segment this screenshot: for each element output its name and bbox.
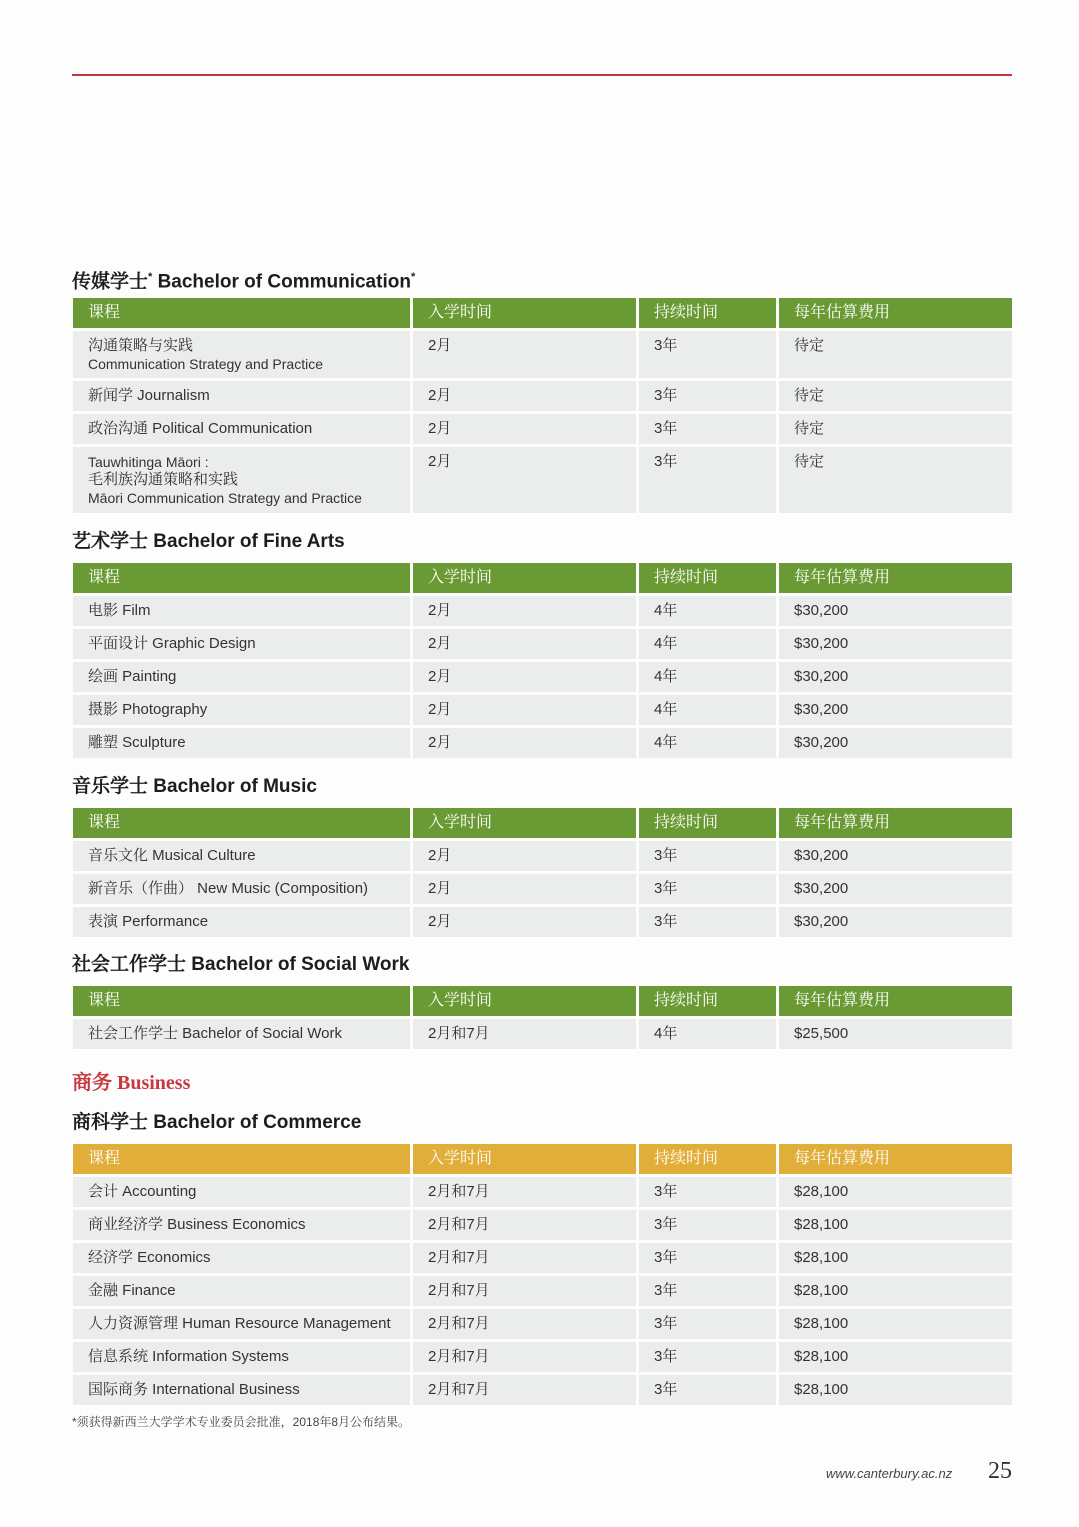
duration-cell: 3年	[639, 1276, 776, 1306]
course-name-en: Communication Strategy and Practice	[88, 356, 323, 372]
section-music	[72, 772, 1012, 802]
intake-cell: 2月和7月	[413, 1342, 636, 1372]
table-row	[73, 1309, 1012, 1339]
section-communication	[72, 262, 1012, 292]
intake-cell: 2月	[413, 447, 636, 513]
intake-cell: 2月	[413, 414, 636, 444]
table-row	[73, 841, 1012, 871]
course-cell: 国际商务 International Business	[73, 1375, 410, 1405]
header-fee: 每年估算费用	[779, 298, 1012, 328]
table-row	[73, 447, 1012, 513]
fee-cell: $28,100	[779, 1375, 1012, 1405]
course-cell: 人力资源管理 Human Resource Management	[73, 1309, 410, 1339]
table-row	[73, 1019, 1012, 1049]
intake-cell: 2月	[413, 841, 636, 871]
header-intake: 入学时间	[413, 298, 636, 328]
fee-cell: 待定	[779, 447, 1012, 513]
header-course: 课程	[73, 986, 410, 1016]
fee-cell: $30,200	[779, 874, 1012, 904]
duration-cell: 4年	[639, 629, 776, 659]
duration-cell: 3年	[639, 1342, 776, 1372]
course-cell: 金融 Finance	[73, 1276, 410, 1306]
table-row	[73, 1276, 1012, 1306]
section-social-work	[72, 950, 1012, 980]
fee-cell: $30,200	[779, 907, 1012, 937]
intake-cell: 2月和7月	[413, 1276, 636, 1306]
duration-cell: 3年	[639, 1309, 776, 1339]
header-course: 课程	[73, 298, 410, 328]
intake-cell: 2月和7月	[413, 1375, 636, 1405]
fee-cell: $28,100	[779, 1342, 1012, 1372]
course-cell: 新音乐（作曲） New Music (Composition)	[73, 874, 410, 904]
fee-cell: 待定	[779, 381, 1012, 411]
header-fee: 每年估算费用	[779, 563, 1012, 593]
intake-cell: 2月和7月	[413, 1210, 636, 1240]
table-commerce	[73, 1144, 1012, 1405]
header-course: 课程	[73, 563, 410, 593]
table-row	[73, 662, 1012, 692]
table-row	[73, 596, 1012, 626]
top-divider	[72, 74, 1012, 76]
course-cell: 商业经济学 Business Economics	[73, 1210, 410, 1240]
table-row	[73, 695, 1012, 725]
course-cell: 会计 Accounting	[73, 1177, 410, 1207]
header-course: 课程	[73, 808, 410, 838]
section-commerce	[72, 1108, 1012, 1138]
intake-cell: 2月	[413, 907, 636, 937]
table-header	[73, 563, 1012, 593]
course-cell: 社会工作学士 Bachelor of Social Work	[73, 1019, 410, 1049]
section-title-communication: 传媒学士* Bachelor of Communication*	[72, 271, 416, 293]
intake-cell: 2月	[413, 662, 636, 692]
table-music	[73, 808, 1012, 937]
course-cell: 政治沟通 Political Communication	[73, 414, 410, 444]
table-row	[73, 1243, 1012, 1273]
section-title-social-work: 社会工作学士 Bachelor of Social Work	[72, 954, 410, 975]
course-cell: 平面设计 Graphic Design	[73, 629, 410, 659]
duration-cell: 4年	[639, 662, 776, 692]
fee-cell: $28,100	[779, 1243, 1012, 1273]
duration-cell: 3年	[639, 414, 776, 444]
table-header	[73, 808, 1012, 838]
header-fee: 每年估算费用	[779, 1144, 1012, 1174]
intake-cell: 2月	[413, 695, 636, 725]
course-name-cn: 沟通策略与实践	[88, 337, 194, 354]
table-row	[73, 381, 1012, 411]
course-cell: 信息系统 Information Systems	[73, 1342, 410, 1372]
duration-cell: 3年	[639, 841, 776, 871]
intake-cell: 2月和7月	[413, 1309, 636, 1339]
header-duration: 持续时间	[639, 298, 776, 328]
duration-cell: 3年	[639, 447, 776, 513]
course-cell: 经济学 Economics	[73, 1243, 410, 1273]
header-duration: 持续时间	[639, 808, 776, 838]
fee-cell: $30,200	[779, 629, 1012, 659]
duration-cell: 3年	[639, 1375, 776, 1405]
fee-cell: $28,100	[779, 1276, 1012, 1306]
header-fee: 每年估算费用	[779, 986, 1012, 1016]
page-number: 25	[988, 1458, 1012, 1484]
table-row	[73, 331, 1012, 378]
intake-cell: 2月	[413, 596, 636, 626]
fee-cell: $28,100	[779, 1177, 1012, 1207]
fee-cell: $25,500	[779, 1019, 1012, 1049]
header-intake: 入学时间	[413, 986, 636, 1016]
header-intake: 入学时间	[413, 563, 636, 593]
duration-cell: 4年	[639, 728, 776, 758]
table-fine-arts	[73, 563, 1012, 758]
fee-cell: 待定	[779, 414, 1012, 444]
duration-cell: 4年	[639, 596, 776, 626]
duration-cell: 3年	[639, 874, 776, 904]
table-row	[73, 1342, 1012, 1372]
intake-cell: 2月	[413, 381, 636, 411]
fee-cell: 待定	[779, 331, 1012, 378]
course-name-en: Māori Communication Strategy and Practice	[88, 490, 362, 506]
course-cell: 音乐文化 Musical Culture	[73, 841, 410, 871]
intake-cell: 2月和7月	[413, 1177, 636, 1207]
table-row	[73, 629, 1012, 659]
duration-cell: 3年	[639, 907, 776, 937]
course-name-cn: 毛利族沟通策略和实践	[88, 471, 239, 488]
intake-cell: 2月和7月	[413, 1243, 636, 1273]
intake-cell: 2月	[413, 331, 636, 378]
duration-cell: 3年	[639, 1210, 776, 1240]
course-name-maori: Tauwhitinga Māori :	[88, 454, 209, 470]
table-row	[73, 414, 1012, 444]
table-communication	[73, 298, 1012, 513]
table-row	[73, 874, 1012, 904]
section-title-fine-arts: 艺术学士 Bachelor of Fine Arts	[72, 531, 345, 552]
fee-cell: $30,200	[779, 841, 1012, 871]
duration-cell: 3年	[639, 331, 776, 378]
table-row	[73, 728, 1012, 758]
duration-cell: 3年	[639, 381, 776, 411]
intake-cell: 2月	[413, 874, 636, 904]
table-header	[73, 1144, 1012, 1174]
fee-cell: $30,200	[779, 728, 1012, 758]
footnote: *须获得新西兰大学学术专业委员会批准，2018年8月公布结果。	[72, 1415, 411, 1429]
course-cell: 表演 Performance	[73, 907, 410, 937]
header-intake: 入学时间	[413, 1144, 636, 1174]
table-row	[73, 907, 1012, 937]
table-header	[73, 298, 1012, 328]
header-course: 课程	[73, 1144, 410, 1174]
footer-url[interactable]: www.canterbury.ac.nz	[826, 1466, 953, 1481]
course-cell: 绘画 Painting	[73, 662, 410, 692]
duration-cell: 3年	[639, 1177, 776, 1207]
course-cell: 电影 Film	[73, 596, 410, 626]
fee-cell: $30,200	[779, 596, 1012, 626]
duration-cell: 4年	[639, 1019, 776, 1049]
header-fee: 每年估算费用	[779, 808, 1012, 838]
course-cell	[73, 331, 410, 378]
fee-cell: $30,200	[779, 662, 1012, 692]
duration-cell: 4年	[639, 695, 776, 725]
fee-cell: $28,100	[779, 1210, 1012, 1240]
header-duration: 持续时间	[639, 986, 776, 1016]
course-cell: 新闻学 Journalism	[73, 381, 410, 411]
section-title-music: 音乐学士 Bachelor of Music	[72, 776, 317, 797]
course-cell: 摄影 Photography	[73, 695, 410, 725]
intake-cell: 2月	[413, 728, 636, 758]
table-row	[73, 1375, 1012, 1405]
fee-cell: $30,200	[779, 695, 1012, 725]
table-social-work	[73, 986, 1012, 1049]
section-fine-arts	[72, 527, 1012, 557]
fee-cell: $28,100	[779, 1309, 1012, 1339]
duration-cell: 3年	[639, 1243, 776, 1273]
header-duration: 持续时间	[639, 1144, 776, 1174]
intake-cell: 2月和7月	[413, 1019, 636, 1049]
table-header	[73, 986, 1012, 1016]
table-row	[73, 1177, 1012, 1207]
course-cell: 雕塑 Sculpture	[73, 728, 410, 758]
table-row	[73, 1210, 1012, 1240]
business-heading: 商务 Business	[72, 1072, 191, 1094]
course-cell	[73, 447, 410, 513]
section-title-commerce: 商科学士 Bachelor of Commerce	[72, 1112, 362, 1133]
header-intake: 入学时间	[413, 808, 636, 838]
intake-cell: 2月	[413, 629, 636, 659]
header-duration: 持续时间	[639, 563, 776, 593]
